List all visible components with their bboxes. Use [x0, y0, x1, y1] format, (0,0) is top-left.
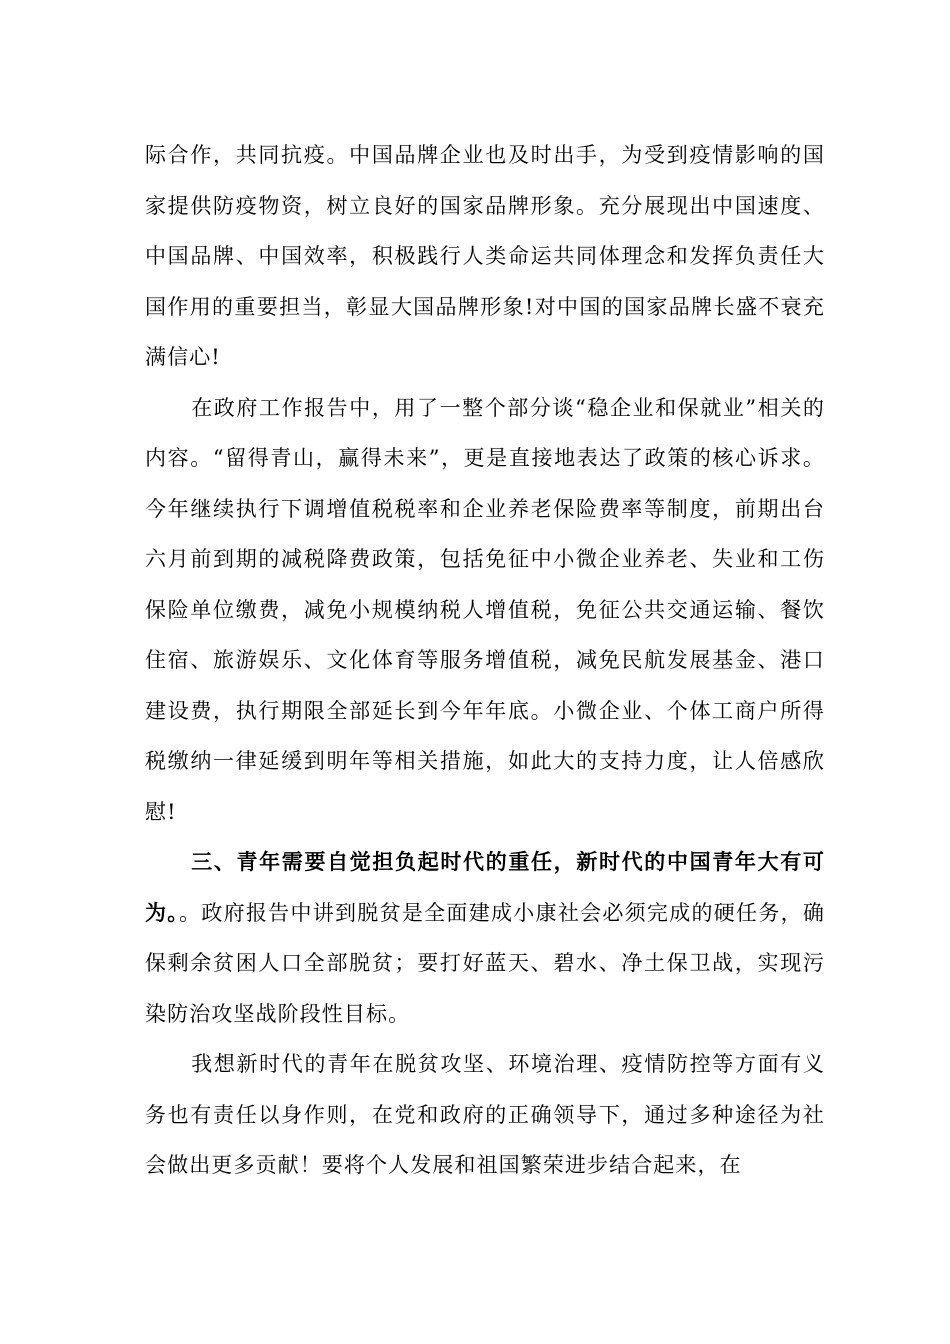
document-body [145, 130, 825, 1191]
paragraph-3-text: 。政府报告中讲到脱贫是全面建成小康社会必须完成的硬任务，确保剩余贫困人口全部脱贫；要打好蓝天、碧水、净土保卫战，实现污染防治攻坚战阶段性目标。 [145, 900, 825, 1026]
paragraph-2-text: 在政府工作报告中，用了一整个部分谈“稳企业和保就业”相关的内容。“留得青山，赢得未来”，更是直接地表达了政策的核心诉求。今年继续执行下调增值税税率和企业养老保险费率等制度，前期出台六月前到期的减税降费政策，包括免征中小微企业养老、失业和工伤保险单位缴费，减免小规模纳税人增值税，免征公共交通运输、餐饮住宿、旅游娱乐、文化体育等服务增值税，减免民航发展基金、港口建设费，执行期限全部延长到今年年底。小微企业、个体工商户所得税缴纳一律延缓到明年等相关措施，如此大的支持力度，让人倍感欣慰! [145, 395, 825, 824]
paragraph-3 [145, 837, 825, 1039]
paragraph-1 [145, 130, 825, 383]
paragraph-1-text: 际合作，共同抗疫。中国品牌企业也及时出手，为受到疫情影响的国家提供防疫物资，树立良好的国家品牌形象。充分展现出中国速度、中国品牌、中国效率，积极践行人类命运共同体理念和发挥负责任大国作用的重要担当，彰显大国品牌形象!对中国的国家品牌长盛不衰充满信心! [145, 143, 825, 369]
section-heading: 三、青年需要自觉担负起时代的重任，新时代的中国青年大有可为。 [145, 849, 825, 925]
paragraph-4-text: 我想新时代的青年在脱贫攻坚、环境治理、疫情防控等方面有义务也有责任以身作则，在党和政府的正确领导下，通过多种途径为社会做出更多贡献！要将个人发展和祖国繁荣进步结合起来，在 [145, 1052, 825, 1177]
paragraph-2 [145, 383, 825, 838]
paragraph-4 [145, 1039, 825, 1191]
